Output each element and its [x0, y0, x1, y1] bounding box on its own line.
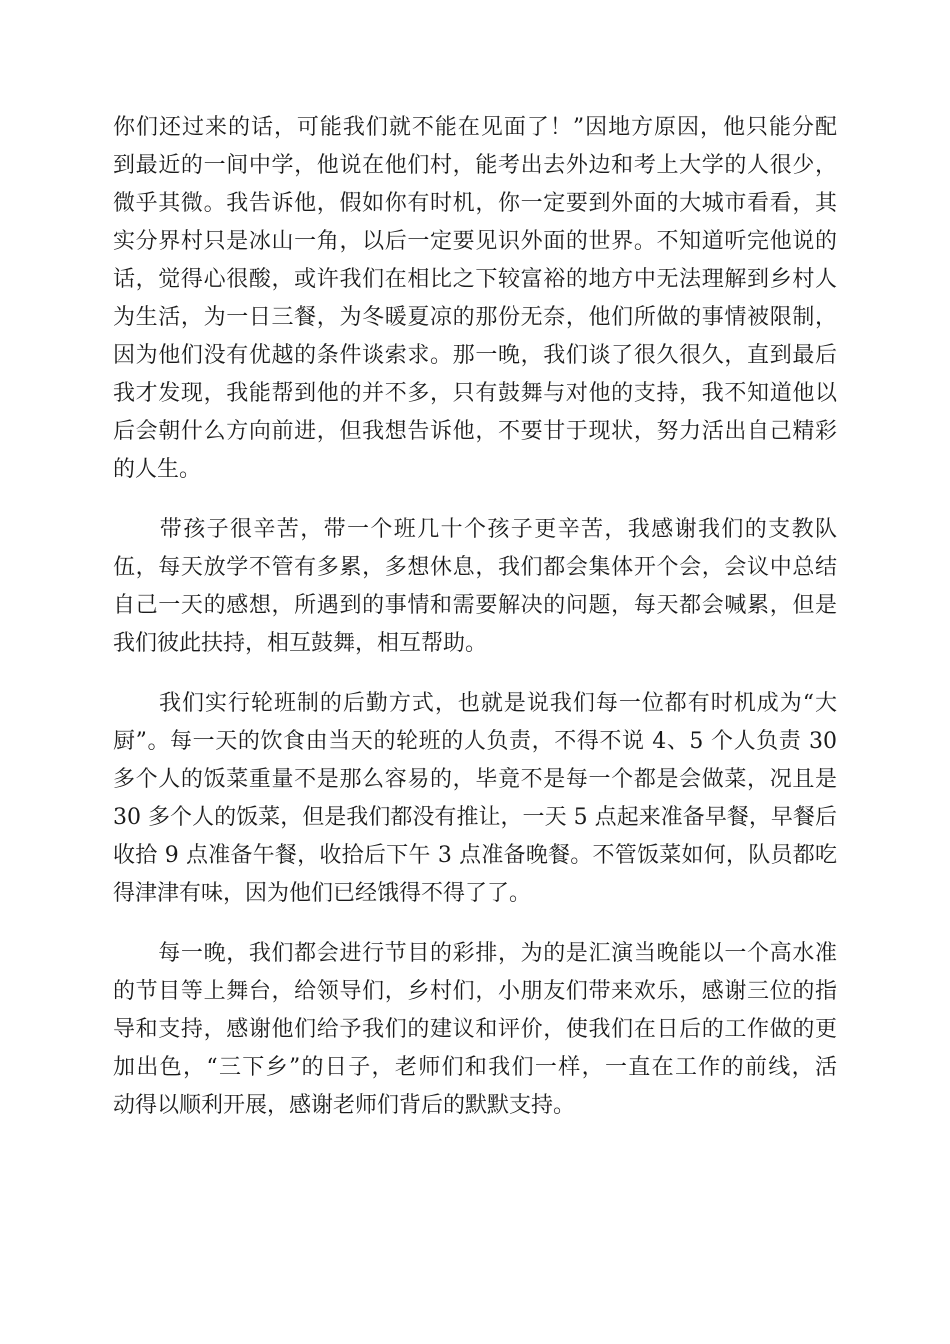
paragraph-line: 加出色，“三下乡”的日子，老师们和我们一样，一直在工作的前线，活 — [113, 1055, 837, 1080]
paragraph-line: 动得以顺利开展，感谢老师们背后的默默支持。 — [113, 1093, 576, 1118]
paragraph-4 — [113, 935, 837, 1125]
paragraph-line: 到最近的一间中学，他说在他们村，能考出去外边和考上大学的人很少， — [113, 153, 837, 178]
paragraph-line: 我们实行轮班制的后勤方式，也就是说我们每一位都有时机成为“大 — [113, 691, 837, 716]
paragraph-line: 自己一天的感想，所遇到的事情和需要解决的问题，每天都会喊累，但是 — [113, 593, 837, 618]
paragraph-3 — [113, 685, 837, 913]
paragraph-line: 厨”。每一天的饮食由当天的轮班的人负责，不得不说 4、5 个人负责 30 — [113, 729, 837, 754]
paragraph-line: 的人生。 — [113, 457, 202, 482]
paragraph-line: 收拾 9 点准备午餐，收拾后下午 3 点准备晚餐。不管饭菜如何，队员都吃 — [113, 843, 837, 868]
paragraph-line: 后会朝什么方向前进，但我想告诉他，不要甘于现状，努力活出自己精彩 — [113, 419, 837, 444]
paragraph-2 — [113, 511, 837, 663]
paragraph-1 — [113, 109, 837, 489]
paragraph-line: 得津津有味，因为他们已经饿得不得了了。 — [113, 881, 532, 906]
paragraph-line: 的节目等上舞台，给领导们，乡村们，小朋友们带来欢乐，感谢三位的指 — [113, 979, 837, 1004]
paragraph-line: 因为他们没有优越的条件谈索求。那一晚，我们谈了很久很久，直到最后 — [113, 343, 837, 368]
paragraph-line: 导和支持，感谢他们给予我们的建议和评价，使我们在日后的工作做的更 — [113, 1017, 837, 1042]
paragraph-line: 伍，每天放学不管有多累，多想休息，我们都会集体开个会，会议中总结 — [113, 555, 837, 580]
paragraph-line: 为生活，为一日三餐，为冬暖夏凉的那份无奈，他们所做的事情被限制， — [113, 305, 837, 330]
paragraph-line: 我们彼此扶持，相互鼓舞，相互帮助。 — [113, 631, 488, 656]
paragraph-line: 多个人的饭菜重量不是那么容易的，毕竟不是每一个都是会做菜，况且是 — [113, 767, 837, 792]
paragraph-line: 实分界村只是冰山一角，以后一定要见识外面的世界。不知道听完他说的 — [113, 229, 837, 254]
paragraph-line: 微乎其微。我告诉他，假如你有时机，你一定要到外面的大城市看看，其 — [113, 191, 837, 216]
paragraph-line: 每一晚，我们都会进行节目的彩排，为的是汇演当晚能以一个高水准 — [113, 941, 837, 966]
paragraph-line: 话，觉得心很酸，或许我们在相比之下较富裕的地方中无法理解到乡村人 — [113, 267, 837, 292]
paragraph-line: 带孩子很辛苦，带一个班几十个孩子更辛苦，我感谢我们的支教队 — [113, 517, 837, 542]
paragraph-line: 我才发现，我能帮到他的并不多，只有鼓舞与对他的支持，我不知道他以 — [113, 381, 837, 406]
paragraph-line: 30 多个人的饭菜，但是我们都没有推让，一天 5 点起来准备早餐，早餐后 — [113, 805, 837, 830]
paragraph-line: 你们还过来的话，可能我们就不能在见面了！”因地方原因，他只能分配 — [113, 115, 837, 140]
